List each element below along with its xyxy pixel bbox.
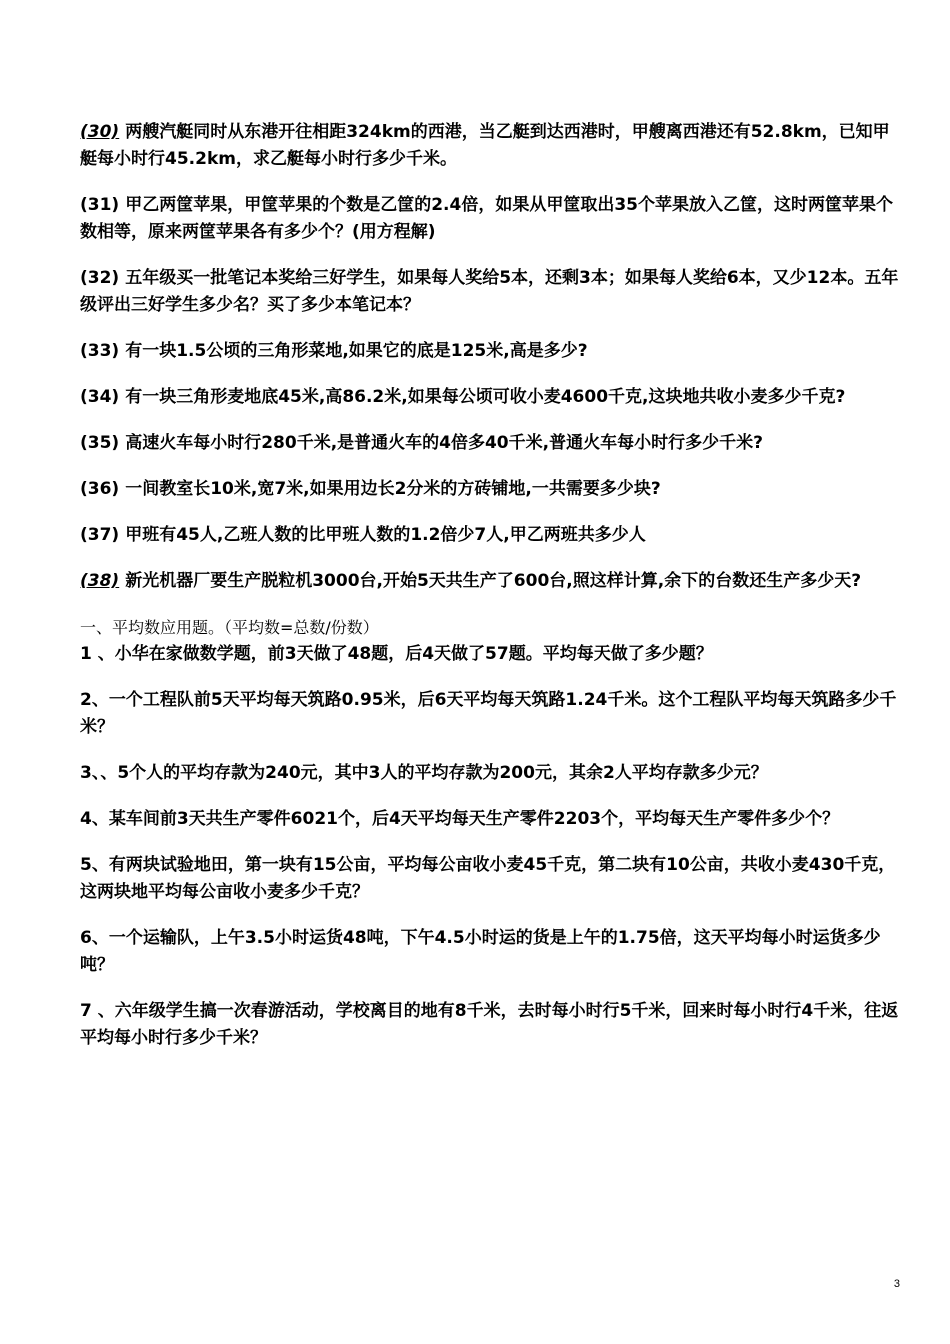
problem-text: 甲班有45人,乙班人数的比甲班人数的1.2倍少7人,甲乙两班共多少人 bbox=[125, 525, 646, 545]
section-heading: 一、平均数应用题。（平均数=总数/份数） bbox=[80, 618, 379, 637]
average-problem-1: 1 、小华在家做数学题，前3天做了48题，后4天做了57题。平均每天做了多少题？ bbox=[80, 644, 713, 664]
problem-number: (30) bbox=[80, 122, 120, 142]
problem-number: (35) bbox=[80, 433, 120, 453]
problem-35 bbox=[80, 430, 902, 457]
problem-text: 有一块1.5公顷的三角形菜地,如果它的底是125米,高是多少? bbox=[125, 341, 588, 361]
problem-text: 有一块三角形麦地底45米,高86.2米,如果每公顷可收小麦4600千克,这块地共收小麦多少千克? bbox=[125, 387, 846, 407]
problem-number: (33) bbox=[80, 341, 120, 361]
problem-text: 新光机器厂要生产脱粒机3000台,开始5天共生产了600台,照这样计算,余下的台数还生产多少天? bbox=[125, 571, 862, 591]
problem-37 bbox=[80, 522, 902, 549]
problem-number: (32) bbox=[80, 268, 120, 288]
problem-number: (37) bbox=[80, 525, 120, 545]
problem-number: (38) bbox=[80, 571, 120, 591]
average-problem-6: 6、一个运输队，上午3.5小时运货48吨，下午4.5小时运的货是上午的1.75倍，这天平均每小时运货多少吨？ bbox=[80, 928, 881, 975]
average-problem-3: 3、、5个人的平均存款为240元，其中3人的平均存款为200元，其余2人平均存款多少元？ bbox=[80, 763, 768, 783]
problem-text: 一间教室长10米,宽7米,如果用边长2分米的方砖铺地,一共需要多少块? bbox=[125, 479, 661, 499]
average-problem-4: 4、某车间前3天共生产零件6021个，后4天平均每天生产零件2203个，平均每天生产零件多少个？ bbox=[80, 809, 840, 829]
problem-30 bbox=[80, 119, 902, 173]
problem-31 bbox=[80, 192, 902, 246]
problem-33 bbox=[80, 338, 902, 365]
problem-number: (36) bbox=[80, 479, 120, 499]
problem-38 bbox=[80, 568, 902, 595]
problem-text: 高速火车每小时行280千米,是普通火车的4倍多40千米,普通火车每小时行多少千米? bbox=[125, 433, 763, 453]
problem-32 bbox=[80, 265, 902, 319]
average-problem-5: 5、有两块试验地田，第一块有15公亩，平均每公亩收小麦45千克，第二块有10公亩，共收小麦430千克，这两块地平均每公亩收小麦多少千克？ bbox=[80, 855, 896, 902]
page-content bbox=[80, 119, 902, 1052]
problem-36 bbox=[80, 476, 902, 503]
problem-text: 甲乙两筐苹果，甲筐苹果的个数是乙筐的2.4倍，如果从甲筐取出35个苹果放入乙筐，这时两筐苹果个数相等，原来两筐苹果各有多少个？(用方程解) bbox=[80, 195, 893, 242]
problem-34 bbox=[80, 384, 902, 411]
problem-number: (31) bbox=[80, 195, 120, 215]
problem-text: 两艘汽艇同时从东港开往相距324km的西港，当乙艇到达西港时，甲艘离西港还有52.8km，已知甲艇每小时行45.2km，求乙艇每小时行多少千米。 bbox=[80, 122, 890, 169]
average-problem-2: 2、一个工程队前5天平均每天筑路0.95米，后6天平均每天筑路1.24千米。这个工程队平均每天筑路多少千米？ bbox=[80, 690, 897, 737]
page-number: 3 bbox=[893, 1278, 900, 1290]
problem-text: 五年级买一批笔记本奖给三好学生，如果每人奖给5本，还剩3本；如果每人奖给6本，又少12本。五年级评出三好学生多少名？买了多少本笔记本？ bbox=[80, 268, 899, 315]
problem-number: (34) bbox=[80, 387, 120, 407]
average-problem-7: 7 、六年级学生搞一次春游活动，学校离目的地有8千米，去时每小时行5千米，回来时每小时行4千米，往返平均每小时行多少千米？ bbox=[80, 1001, 899, 1048]
